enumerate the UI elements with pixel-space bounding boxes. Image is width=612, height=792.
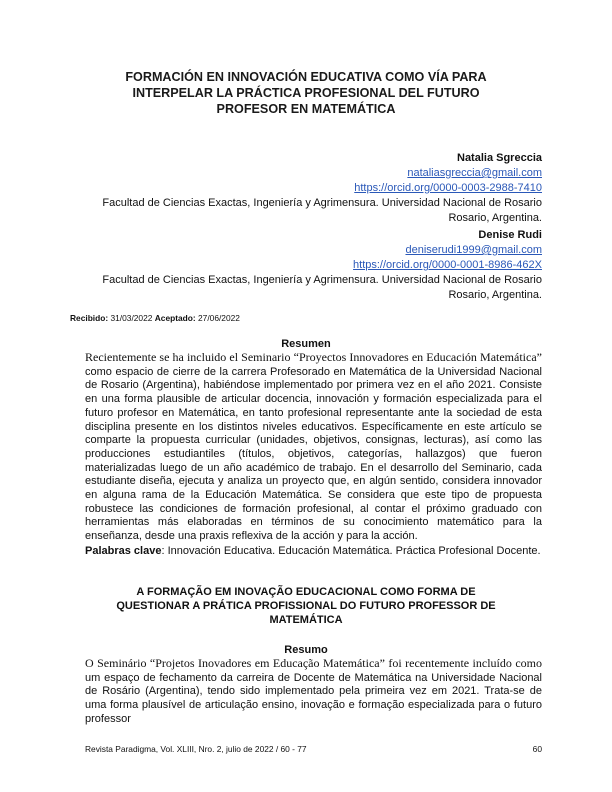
received-date: 31/03/2022 — [110, 313, 153, 323]
author-block-2 — [70, 228, 542, 303]
author-email-link[interactable]: deniserudi1999@gmail.com — [405, 244, 542, 256]
article-title — [70, 69, 542, 117]
abstract-heading-pt: Resumo — [284, 644, 328, 656]
title-line: FORMACIÓN EN INNOVACIÓN EDUCATIVA COMO VÍA PARA — [125, 70, 487, 84]
abstract-text-es: como espacio de cierre de la carrera Profesorado en Matemática de la Universidad Nacional de Rosario (Argentina), habiéndose implementado por primera vez en el año 2021. Consiste en una forma plausible de articular docencia, innovación y formación especializada para el futuro profesor en Matemática, en tanto profesional representante ante la sociedad de esta disciplina presente en los distintos niveles educativos. Específicamente en este artículo se comparte la propuesta curricular (unidades, objetivos, consignas, lecturas), así como las producciones estudiantiles (títulos, objetivos, categorías, hallazgos) que fueron materializadas luego de un año académico de trabajo. En el desarrollo del Seminario, cada estudiante diseña, ejecuta y analiza un proyecto que, en algún sentido, considera innovador en alguna rama de la Educación Matemática. Se considera que este tipo de propuesta robustece las condiciones de formación profesional, al contar el próximo graduado con herramientas más elaboradas en términos de su conocimiento matemático para la enseñanza, desde una praxis reflexiva de la acción y para la acción. — [85, 365, 542, 543]
author-orcid-link[interactable]: https://orcid.org/0000-0001-8986-462X — [353, 259, 542, 271]
author-name: Natalia Sgreccia — [457, 152, 542, 164]
accepted-label: Aceptado: — [154, 313, 196, 323]
journal-footer: Revista Paradigma, Vol. XLIII, Nro. 2, julio de 2022 / 60 - 77 — [85, 744, 307, 754]
abstract-text-pt: um espaço de fechamento da carreira de Docente de Matemática na Universidade Nacional de Rosário (Argentina), tendo sido implementado pela primeira vez em 2021. Trata-se de uma forma plausível de articulação ensino, inovação e formação especializada para o futuro professor — [85, 671, 542, 725]
author-email-link[interactable]: nataliasgreccia@gmail.com — [407, 167, 542, 179]
author-location: Rosario, Argentina. — [448, 212, 542, 224]
keywords-label: Palabras clave — [85, 545, 162, 557]
submission-dates — [70, 312, 240, 324]
abstract-body-pt — [85, 657, 542, 727]
title-line: INTERPELAR LA PRÁCTICA PROFESIONAL DEL FUTURO — [132, 86, 480, 100]
keywords — [85, 544, 542, 558]
author-block-1 — [70, 151, 542, 226]
page-number: 60 — [532, 744, 542, 754]
author-affiliation: Facultad de Ciencias Exactas, Ingeniería y Agrimensura. Universidad Nacional de Rosario — [102, 197, 542, 209]
article-title-pt: A FORMAÇÃO EM INOVAÇÃO EDUCACIONAL COMO FORMA DE QUESTIONAR A PRÁTICA PROFISSIONAL DO FUTURO PROFESSOR DE MATEMÁTICA — [116, 586, 496, 626]
keywords-list: : Innovación Educativa. Educación Matemática. Práctica Profesional Docente. — [161, 545, 541, 557]
received-label: Recibido: — [70, 313, 109, 323]
abstract-lead-es: Recientemente se ha incluido el Seminario “Proyectos Innovadores en Educación Matemática” — [85, 350, 542, 364]
accepted-date: 27/06/2022 — [198, 313, 240, 323]
abstract-body-es — [85, 351, 542, 544]
title-line: PROFESOR EN MATEMÁTICA — [216, 102, 396, 116]
abstract-lead-pt: O Seminário “Projetos Inovadores em Educação Matemática” foi recentemente incluído como — [85, 656, 542, 670]
abstract-heading-es: Resumen — [281, 338, 331, 350]
author-location: Rosario, Argentina. — [448, 289, 542, 301]
author-orcid-link[interactable]: https://orcid.org/0000-0003-2988-7410 — [354, 182, 542, 194]
author-affiliation: Facultad de Ciencias Exactas, Ingeniería y Agrimensura. Universidad Nacional de Rosario — [102, 274, 542, 286]
author-name: Denise Rudi — [478, 229, 542, 241]
